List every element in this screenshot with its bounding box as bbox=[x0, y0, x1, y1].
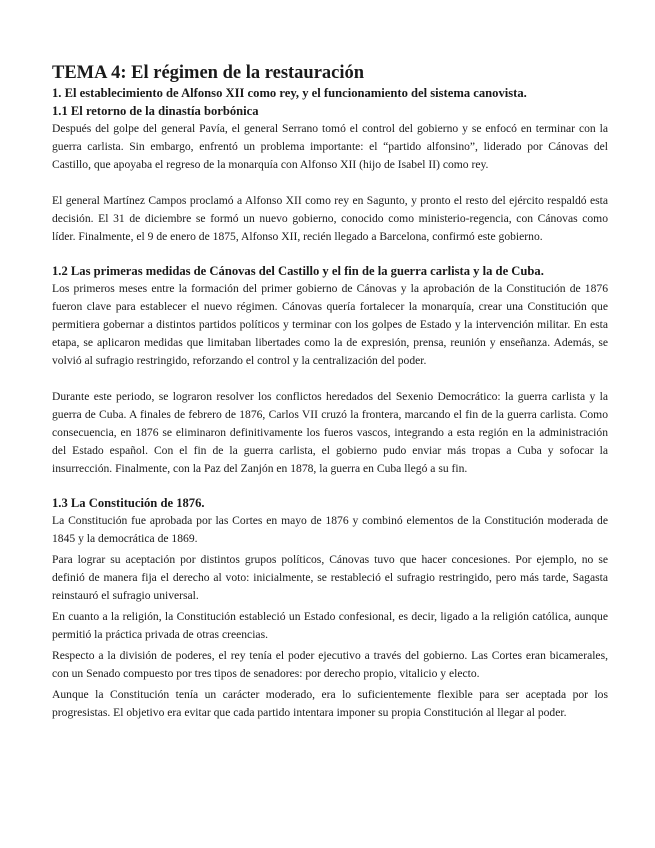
paragraph-1-3-a: La Constitución fue aprobada por las Cortes en mayo de 1876 y combinó elementos de la Constitución moderada de 1845 y la democrática de 1869. bbox=[52, 514, 608, 545]
document-content bbox=[52, 62, 608, 722]
paragraph-1-2-b: Durante este periodo, se lograron resolver los conflictos heredados del Sexenio Democrático: la guerra carlista y la guerra de Cuba. A finales de febrero de 1876, Carlos VII cruzó la frontera, marcando el fin de la guerra carlista. Como consecuencia, en 1876 se eliminaron definitivamente los fueros vascos, integrando a esta región en la administración del Estado español. Con el fin de la guerra carlista, el gobierno pudo enviar más tropas a Cuba y sofocar la insurrección. Finalmente, con la Paz del Zanjón en 1878, la guerra en Cuba llegó a su fin. bbox=[52, 390, 608, 475]
subsection-1-1-heading: 1.1 El retorno de la dinastía borbónica bbox=[52, 104, 259, 118]
section-1-heading: 1. El establecimiento de Alfonso XII como rey, y el funcionamiento del sistema canovista. bbox=[52, 86, 527, 100]
subsection-1-2-heading: 1.2 Las primeras medidas de Cánovas del Castillo y el fin de la guerra carlista y la de Cuba. bbox=[52, 264, 544, 278]
spacer bbox=[52, 174, 608, 192]
paragraph-1-1-a: Después del golpe del general Pavía, el general Serrano tomó el control del gobierno y se enfocó en terminar con la guerra carlista. Sin embargo, enfrentó un problema importante: el “partido alfonsino”, liderado por Cánovas del Castillo, que apoyaba el regreso de la monarquía con Alfonso XII (hijo de Isabel II) como rey. bbox=[52, 122, 608, 171]
paragraph-1-3-b: Para lograr su aceptación por distintos grupos políticos, Cánovas tuvo que hacer concesiones. Por ejemplo, no se definió de manera fija el derecho al voto: inicialmente, se restableció el sufragio restringido, pero más tarde, Sagasta reinstauró el sufragio universal. bbox=[52, 553, 608, 602]
paragraph-1-3-d: Respecto a la división de poderes, el rey tenía el poder ejecutivo a través del gobierno. Las Cortes eran bicamerales, con un Senado compuesto por tres tipos de senadores: por derecho propio, vitalicio y electo. bbox=[52, 649, 608, 680]
paragraph-1-3-c: En cuanto a la religión, la Constitución estableció un Estado confesional, es decir, ligado a la religión católica, aunque permitió la práctica privada de otras creencias. bbox=[52, 610, 608, 641]
spacer bbox=[52, 246, 608, 262]
subsection-1-3-heading: 1.3 La Constitución de 1876. bbox=[52, 496, 205, 510]
paragraph-1-2-a: Los primeros meses entre la formación del primer gobierno de Cánovas y la aprobación de la Constitución de 1876 fueron clave para establecer el nuevo régimen. Cánovas quería fortalecer la monarquía, crear una Constitución que permitiera gobernar a distintos partidos políticos y terminar con los golpes de Estado y la intervención militar. En esta etapa, se aplicaron medidas que limitaban libertades como la de expresión, prensa, reunión y enseñanza. Además, se volvió al sufragio restringido, reforzando el control y la centralización del poder. bbox=[52, 282, 608, 367]
paragraph-1-1-b: El general Martínez Campos proclamó a Alfonso XII como rey en Sagunto, y pronto el resto del ejército respaldó esta decisión. El 31 de diciembre se formó un nuevo gobierno, conocido como ministerio-regencia, con Cánovas como líder. Finalmente, el 9 de enero de 1875, Alfonso XII, recién llegado a Barcelona, confirmó este gobierno. bbox=[52, 194, 608, 243]
paragraph-1-3-e: Aunque la Constitución tenía un carácter moderado, era lo suficientemente flexible para ser aceptada por los progresistas. El objetivo era evitar que cada partido intentara imponer su propia Constitución al llegar al poder. bbox=[52, 688, 608, 719]
spacer bbox=[52, 478, 608, 494]
spacer bbox=[52, 370, 608, 388]
page-title: TEMA 4: El régimen de la restauración bbox=[52, 63, 365, 83]
